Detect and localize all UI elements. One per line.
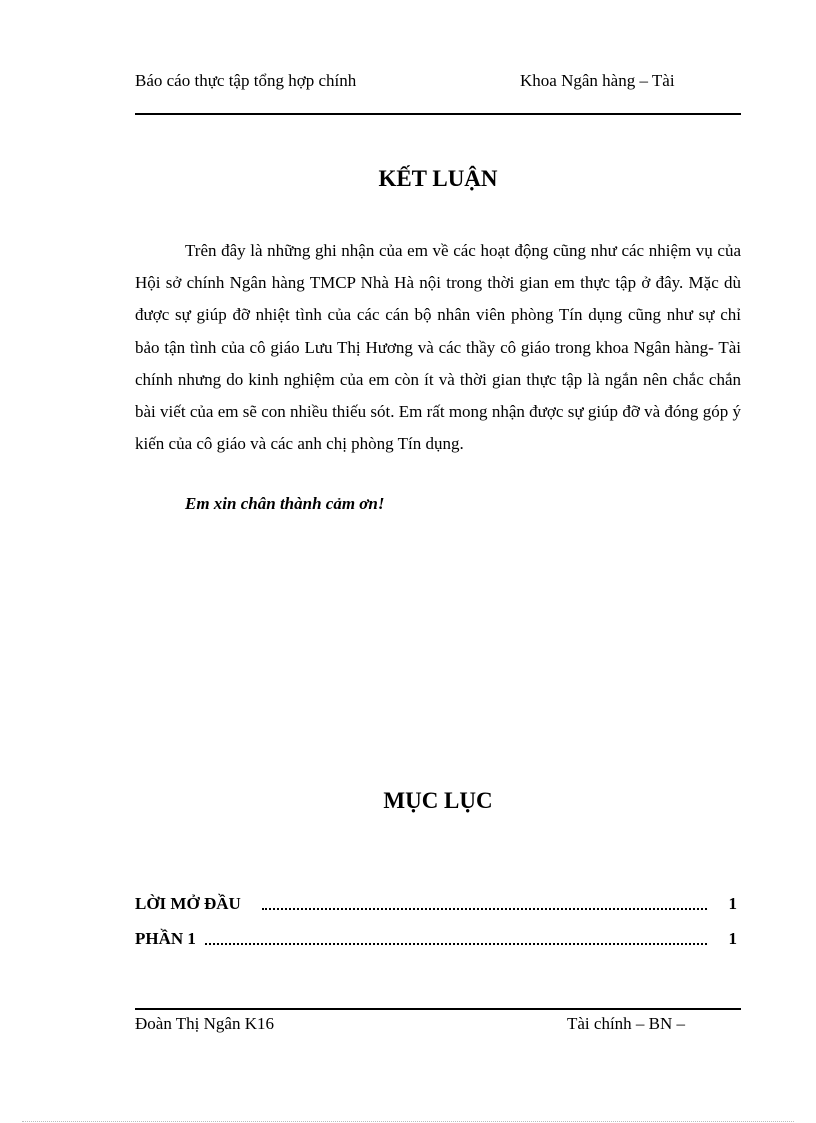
header-divider [135,113,741,115]
header-faculty: Khoa Ngân hàng – Tài [520,71,675,90]
toc-entry-page: 1 [728,929,737,948]
toc-entry-page: 1 [728,894,737,913]
toc-entry[interactable] [135,894,741,918]
toc-dot-leader [262,908,707,910]
conclusion-paragraph: Trên đây là những ghi nhận của em về các hoạt động cũng như các nhiệm vụ của Hội sở chính Ngân hàng TMCP Nhà Hà nội trong thời gian em thực tập ở đây. Mặc dù được sự giúp đỡ nhiệt tình của các cán bộ nhân viên phòng Tín dụng cũng như sự chỉ bảo tận tình của cô giáo Lưu Thị Hương và các thầy cô giáo trong khoa Ngân hàng- Tài chính nhưng do kinh nghiệm của em còn ít và thời gian thực tập là ngắn nên chắc chắn bài viết của em sẽ con nhiều thiếu sót. Em rất mong nhận được sự giúp đỡ và đóng góp ý kiến của cô giáo và các anh chị phòng Tín dụng. [135,241,741,454]
footer-divider [135,1008,741,1010]
conclusion-heading: KẾT LUẬN [378,166,498,191]
footer-author: Đoàn Thị Ngân K16 [135,1014,274,1033]
page-bottom-edge [22,1121,794,1122]
toc-entry-label: LỜI MỞ ĐẦU [135,894,241,913]
header-report-title: Báo cáo thực tập tổng hợp chính [135,71,357,90]
toc-entry[interactable] [135,929,741,953]
toc-entry-label: PHẦN 1 [135,929,196,948]
footer-class: Tài chính – BN – [567,1014,686,1033]
toc-dot-leader [205,943,707,945]
toc-heading: MỤC LỤC [383,788,493,813]
thanks-line: Em xin chân thành cảm ơn! [185,494,385,513]
